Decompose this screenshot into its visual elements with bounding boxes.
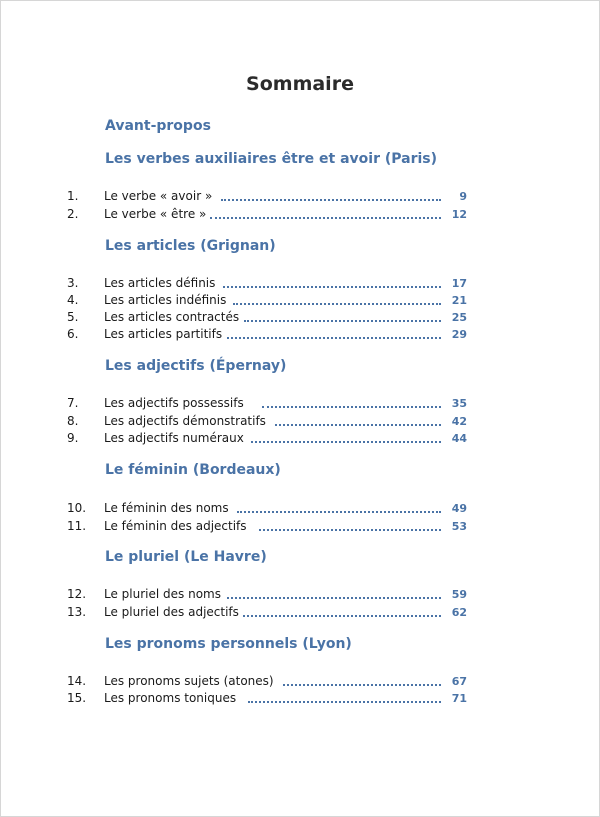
entry-page-number: 53 [451, 520, 467, 533]
toc-entry[interactable] [67, 308, 469, 326]
dot-leader [275, 424, 441, 426]
dot-leader [237, 511, 441, 513]
toc-entry[interactable] [67, 412, 469, 430]
toc-entry[interactable] [67, 603, 469, 621]
entry-number: 8. [67, 414, 79, 428]
dot-leader [243, 615, 441, 617]
entry-page-number: 12 [451, 208, 467, 221]
toc-entry[interactable] [67, 187, 469, 205]
entry-label: Les pronoms sujets (atones) [104, 674, 274, 688]
toc-entry[interactable] [67, 585, 469, 603]
entry-page-number: 49 [451, 502, 467, 515]
entry-label: Les articles indéfinis [104, 293, 227, 307]
page-title: Sommaire [246, 73, 354, 95]
entry-label: Les articles partitifs [104, 327, 223, 341]
entry-page-number: 9 [459, 190, 467, 203]
entry-page-number: 62 [451, 606, 467, 619]
toc-entry[interactable] [67, 205, 469, 223]
entry-page-number: 44 [451, 432, 467, 445]
entry-number: 14. [67, 674, 87, 688]
entry-label: Les articles définis [104, 276, 216, 290]
dot-leader [251, 441, 441, 443]
entry-label: Les adjectifs numéraux [104, 431, 244, 445]
toc-entry[interactable] [67, 689, 469, 707]
entry-label: Les adjectifs possessifs [104, 396, 244, 410]
entry-label: Le féminin des noms [104, 501, 229, 515]
entry-page-number: 17 [451, 277, 467, 290]
entry-label: Les pronoms toniques [104, 691, 237, 705]
entry-page-number: 71 [451, 692, 467, 705]
dot-leader [221, 199, 441, 201]
toc-entry[interactable] [67, 274, 469, 292]
dot-leader [233, 303, 441, 305]
dot-leader [248, 701, 441, 703]
dot-leader [283, 684, 441, 686]
dot-leader [227, 597, 441, 599]
entry-page-number: 42 [451, 415, 467, 428]
entry-label: Les articles contractés [104, 310, 240, 324]
heading-avant-propos[interactable]: Avant-propos [105, 118, 211, 134]
entry-number: 15. [67, 691, 87, 705]
dot-leader [223, 286, 441, 288]
entry-number: 1. [67, 189, 79, 203]
toc-entry[interactable] [67, 499, 469, 517]
section-heading[interactable]: Les pronoms personnels (Lyon) [105, 636, 352, 652]
toc-entry[interactable] [67, 672, 469, 690]
entry-label: Le pluriel des noms [104, 587, 221, 601]
section-heading[interactable]: Les articles (Grignan) [105, 238, 276, 254]
dot-leader [259, 529, 441, 531]
entry-label: Le pluriel des adjectifs [104, 605, 239, 619]
section-heading[interactable]: Le pluriel (Le Havre) [105, 549, 267, 565]
entry-label: Le féminin des adjectifs [104, 519, 247, 533]
entry-number: 7. [67, 396, 79, 410]
entry-number: 11. [67, 519, 87, 533]
entry-number: 5. [67, 310, 79, 324]
entry-number: 4. [67, 293, 79, 307]
dot-leader [227, 337, 441, 339]
entry-page-number: 67 [451, 675, 467, 688]
section-heading[interactable]: Le féminin (Bordeaux) [105, 462, 281, 478]
entry-label: Le verbe « avoir » [104, 189, 213, 203]
dot-leader [244, 320, 441, 322]
entry-page-number: 59 [451, 588, 467, 601]
section-heading[interactable]: Les adjectifs (Épernay) [105, 358, 287, 374]
entry-number: 12. [67, 587, 87, 601]
entry-page-number: 35 [451, 397, 467, 410]
entry-number: 13. [67, 605, 87, 619]
toc-entry[interactable] [67, 394, 469, 412]
toc-entry[interactable] [67, 325, 469, 343]
toc-entry[interactable] [67, 429, 469, 447]
entry-number: 3. [67, 276, 79, 290]
entry-number: 9. [67, 431, 79, 445]
toc-entry[interactable] [67, 517, 469, 535]
section-heading[interactable]: Les verbes auxiliaires être et avoir (Paris) [105, 151, 438, 167]
toc-entry[interactable] [67, 291, 469, 309]
entry-label: Le verbe « être » [104, 207, 207, 221]
entry-number: 10. [67, 501, 87, 515]
dot-leader [210, 217, 441, 219]
entry-page-number: 25 [451, 311, 467, 324]
dot-leader [262, 406, 441, 408]
entry-page-number: 29 [451, 328, 467, 341]
entry-page-number: 21 [451, 294, 467, 307]
entry-number: 6. [67, 327, 79, 341]
entry-number: 2. [67, 207, 79, 221]
entry-label: Les adjectifs démonstratifs [104, 414, 266, 428]
